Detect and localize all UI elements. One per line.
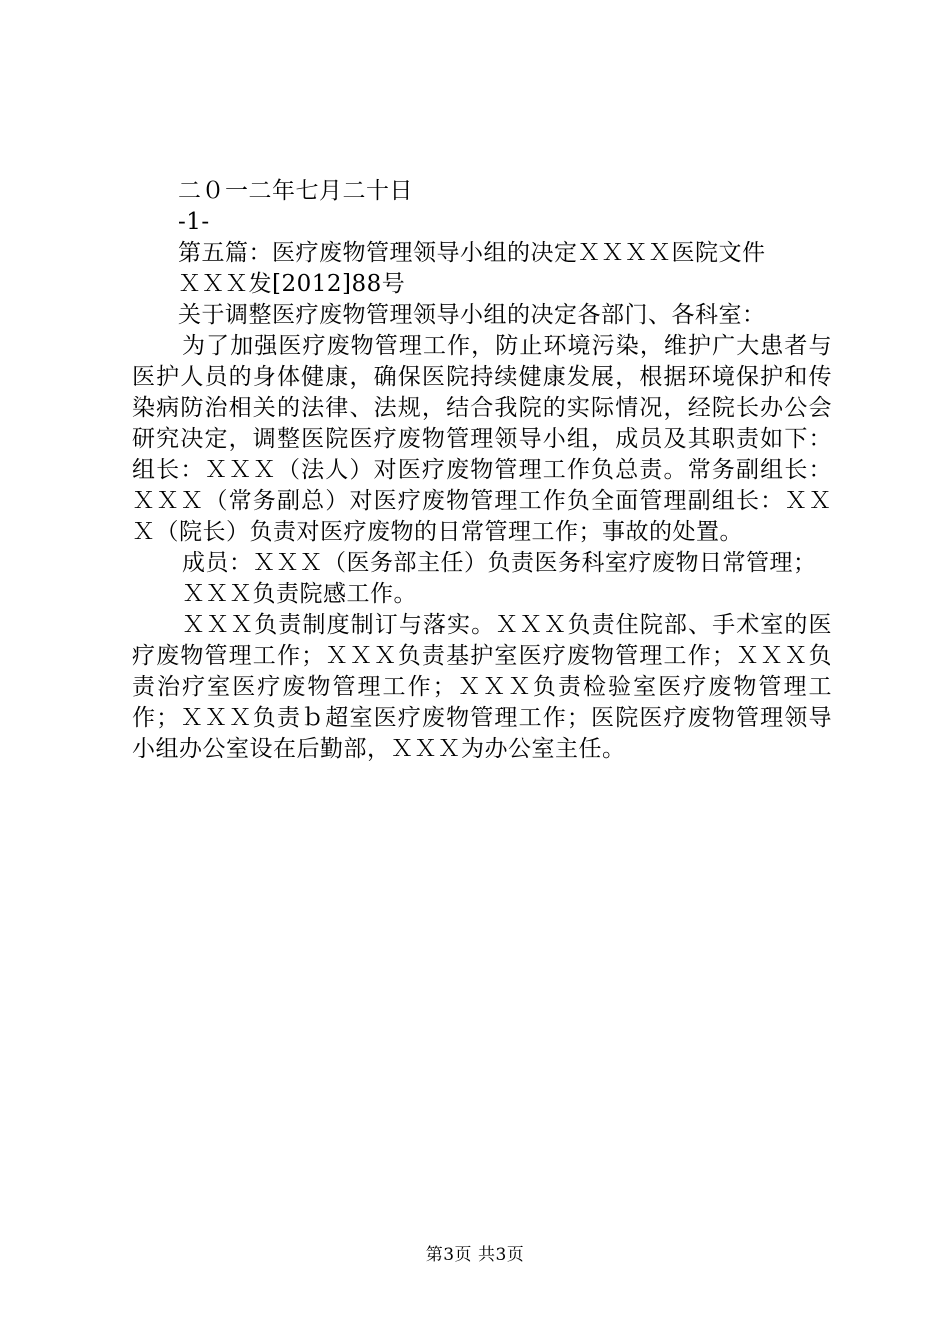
document-number: ＸＸＸ发[2012]88号: [178, 271, 406, 297]
page-footer: 第3页 共3页: [425, 1245, 525, 1265]
subject-line: 关于调整医疗废物管理领导小组的决定各部门、各科室：: [178, 302, 766, 328]
document-body: [132, 176, 832, 765]
section-heading: 第五篇：医疗废物管理领导小组的决定ＸＸＸＸ医院文件: [178, 240, 766, 266]
paragraph-members: 成员：ＸＸＸ（医务部主任）负责医务科室疗废物日常管理；: [182, 550, 817, 576]
paragraph-purpose: 为了加强医疗废物管理工作，防止环境污染，维护广大患者与医护人员的身体健康，确保医院持续健康发展，根据环境保护和传染病防治相关的法律、法规，结合我院的实际情况，经院长办公会研究决定，调整医院医疗废物管理领导小组，成员及其职责如下：组长：ＸＸＸ（法人）对医疗废物管理工作负总责。常务副组长：ＸＸＸ（常务副总）对医疗废物管理工作负全面管理副组长：ＸＸＸ（院长）负责对医疗废物的日常管理工作；事故的处置。: [132, 333, 832, 545]
page-marker: -1-: [178, 209, 210, 235]
paragraph-infection-control: ＸＸＸ负责院感工作。: [182, 581, 417, 607]
date-line: 二０一二年七月二十日: [178, 178, 413, 204]
paragraph-responsibilities: ＸＸＸ负责制度制订与落实。ＸＸＸ负责住院部、手术室的医疗废物管理工作；ＸＸＸ负责基护室医疗废物管理工作；ＸＸＸ负责治疗室医疗废物管理工作；ＸＸＸ负责检验室医疗废物管理工作；ＸＸＸ负责ｂ超室医疗废物管理工作；医院医疗废物管理领导小组办公室设在后勤部，ＸＸＸ为办公室主任。: [132, 612, 832, 762]
